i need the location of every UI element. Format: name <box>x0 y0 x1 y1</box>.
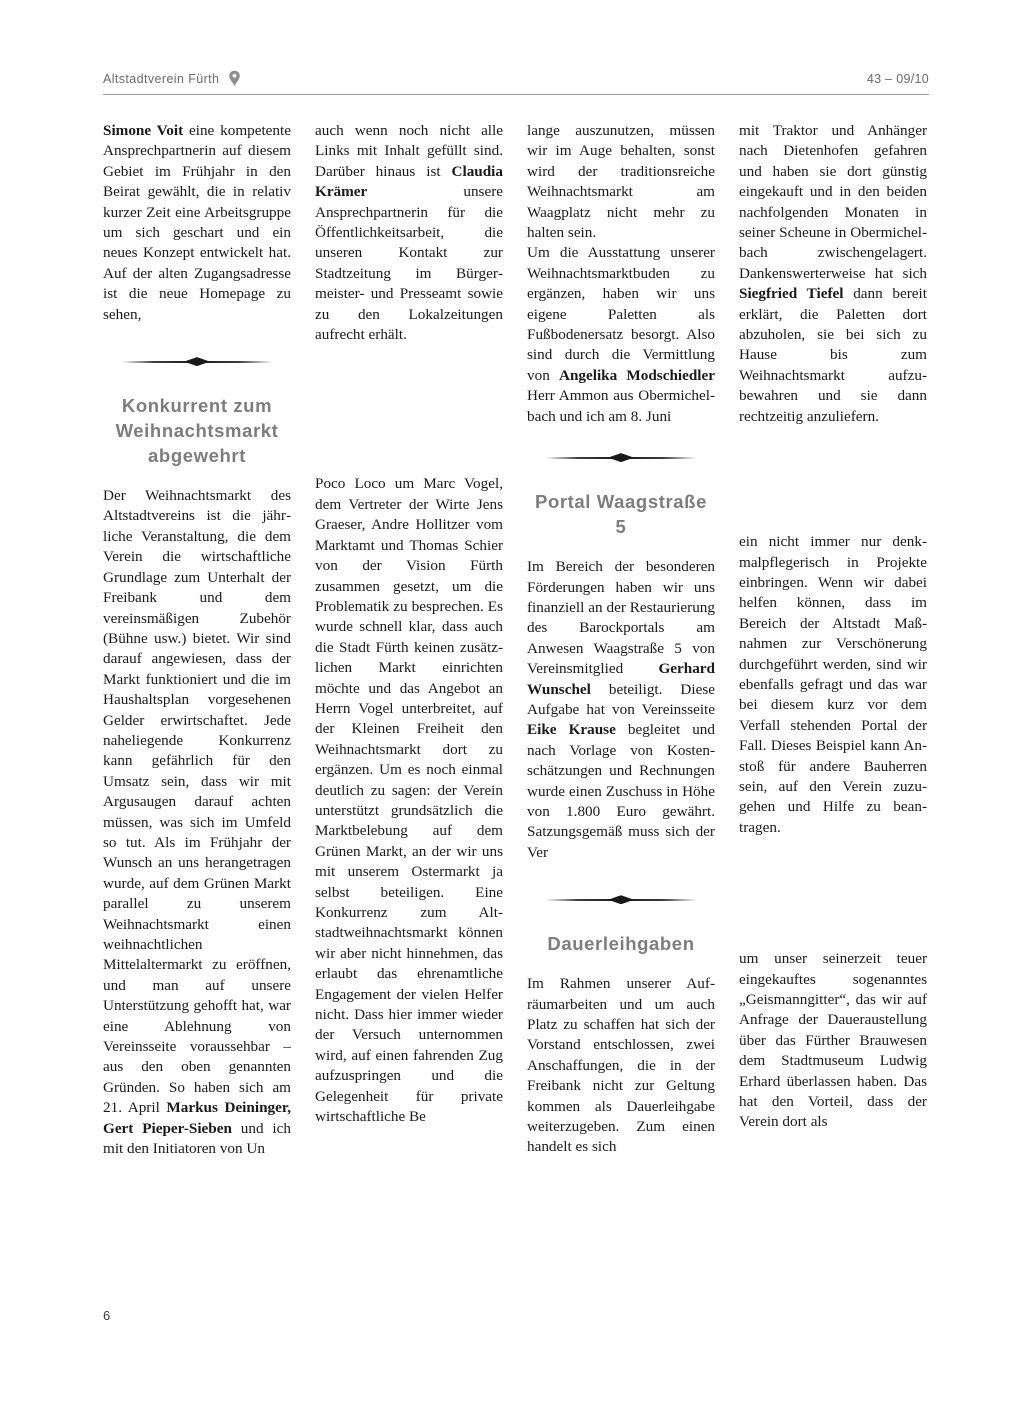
paragraph-intro-col2-b: unsere Ansprechpartnerin für die Öffentlichkeitsarbeit, die unseren Kontakt zur Stadtzeitung im Bürgermeister- und Presseamt sowie zu den Lokalzeitungen aufrecht erhält. <box>315 183 503 344</box>
altstadtverein-logo-icon <box>228 70 241 87</box>
paragraph-intro-col1 <box>103 121 291 325</box>
paragraph-portal-col3 <box>527 557 715 863</box>
paragraph-paletten-col3-a: Um die Ausstattung unserer Weihnachtsmarktbuden zu ergänzen, haben wir uns eigene Paletten als Fußbodenersatz besorgt. Also sind durch die Vermittlung von <box>527 244 715 384</box>
names-deininger-pieper: Markus Deininger, Gert Pieper-Sieben <box>103 1099 291 1137</box>
running-header-issue: 43 – 09/10 <box>866 71 929 86</box>
paragraph-weihnachtsmarkt-col1 <box>103 486 291 1159</box>
paragraph-paletten-col4-b: dann bereit erklärt, die Paletten dort abzuholen, sie bei sich zu Hause bis zum Weihnachtsmarkt aufzubewahren und sie dann rechtzeitig anzuliefern. <box>739 285 927 425</box>
ornament-divider-1 <box>121 355 273 369</box>
paragraph-dauerleihgaben-col3: Im Rahmen unserer Aufräumarbeiten und um auch Platz zu schaffen hat sich der Vorstand entschlossen, zwei Anschaffungen, die in der Freibank nicht zur Geltung kommen als Dauerleihgabe weiterzugeben. Zum einen handelt es sich <box>527 975 715 1156</box>
page-content <box>103 70 929 1159</box>
page-number: 6 <box>103 1308 111 1323</box>
paragraph-portal-col3-a: Im Bereich der besonderen Förderungen haben wir uns finanziell an der Restaurierung des Barockportals am Anwesen Waagstraße 5 von Vereinsmitglied <box>527 558 715 678</box>
paragraph-portal-col3-b: beteiligt. Diese Aufgabe hat von Vereinsseite <box>527 680 715 718</box>
paragraph-intro-col1-text: eine kompetente Ansprechpartnerin auf diesem Gebiet im Frühjahr in den Beirat gewählt, die in relativ kurzer Zeit eine Arbeitsgruppe um sich geschart und ein neues Konzept entwickelt hat. Auf der alten Zugangsadresse ist die neue Homepage zu sehen, <box>103 122 291 323</box>
name-angelika-modschiedler: Angelika Modschiedler <box>558 366 715 384</box>
column-4 <box>739 121 927 1159</box>
name-simone-voit: Simone Voit <box>103 122 184 139</box>
paragraph-paletten-col3-b: Herr Ammon aus Obermichelbach und ich am 8. Juni <box>527 387 715 425</box>
section-heading-portal: Portal Waagstraße 5 <box>535 491 707 538</box>
section-heading-weihnachtsmarkt: Konkurrent zum Weihnachtsmarkt abgewehrt <box>115 395 279 467</box>
paragraph-intro-col2 <box>315 121 503 345</box>
name-claudia-kraemer: Claudia Krämer <box>315 162 503 201</box>
article-columns <box>103 121 929 1159</box>
column-3 <box>527 121 715 1159</box>
running-header-title: Altstadtverein Fürth <box>103 71 220 86</box>
paragraph-paletten-col4-a: mit Traktor und Anhänger nach Dietenhofen gefahren und haben sie dort günstig eingekauft und in den beiden nachfolgenden Monaten in seiner Scheune in Obermichelbach zwischengelagert. Dankenswerterweise hat sich <box>739 122 927 282</box>
paragraph-portal-col4: ein nicht immer nur denkmalpflegerisch in Projekte einbringen. Wenn wir dabei helfen können, dass im Bereich der Altstadt Maßnahmen zur Verschönerung durchgeführt werden, sind wir ebenfalls gefragt und das war bei diesem kurz vor dem Verfall stehenden Portal der Fall. Dieses Beispiel kann Anstoß für andere Bauherren sein, auf den Verein zuzugehen und Hilfe zu beantragen. <box>739 533 927 836</box>
column-1 <box>103 121 291 1159</box>
name-gerhard-wunschel: Gerhard Wunschel <box>527 660 715 698</box>
paragraph-weihnachtsmarkt-col2: Poco Loco um Marc Vogel, dem Vertreter der Wirte Jens Graeser, Andre Hollitzer vom Marktamt und Thomas Schier von der Vision Fürth zusammen gesetzt, um die Problematik zu besprechen. Es wurde schnell klar, dass auch die Stadt Fürth keinen zusätzlichen Markt einrichten möchte und das Angebot an Herrn Vogel unterbreitet, auf der Kleinen Freiheit den Weihnachtsmarkt dort zu ergänzen. Um es noch einmal deutlich zu sagen: der Verein unterstützt grundsätzlich die Marktbelebung auf dem Grünen Markt, an der wir uns mit unserem Ostermarkt ja selbst beteiligen. Eine Konkurrenz zum Altstadtweihnachtsmarkt können wir aber nicht hinnehmen, das erlaubt das ehrenamtliche Engagement der vielen Helfer nicht. Dass hier immer wieder der Versuch unternommen wird, auf einen fahrenden Zug aufzuspringen und die Gelegenheit für private wirtschaftliche Be <box>315 475 503 1126</box>
column-2 <box>315 121 503 1159</box>
paragraph-portal-col3-c: begleitet und nach Vorlage von Kostenschätzungen und Rechnungen wurde einen Zuschuss in Höhe von 1.800 Euro gewährt. Satzungsgemäß muss sich der Ver <box>527 721 715 861</box>
paragraph-weihnachtsmarkt-col1-tail: und ich mit den Initiatoren von Un <box>103 1119 291 1158</box>
running-header <box>103 70 929 95</box>
paragraph-paletten-col3 <box>527 243 715 427</box>
paragraph-weihnachtsmarkt-col1-text: Der Weihnachtsmarkt des Altstadtvereins ist die jährliche Veranstaltung, die dem Verein die wirtschaftliche Grundlage zum Unterhalt der Freibank und dem vereinsmäßigen Zubehör (Bühne usw.) bietet. Wir sind darauf angewiesen, dass der Markt funktioniert und die im Haushaltsplan vorgesehenen Gelder erwirtschaftet. Jede naheliegende Konkurrenz kann gefährlich für den Umsatz sein, dass wir mit Argusaugen darauf achten müssen, was sich im Umfeld so tut. Als im Frühjahr der Wunsch an uns herangetragen wurde, auf dem Grünen Markt parallel zu unserem Weihnachtsmarkt einen weihnachtlichen Mittelaltermarkt zu eröffnen, und man auf unsere Unterstützung gehofft hat, war eine Ablehnung von Vereinsseite voraussehbar – aus den oben genannten Gründen. So haben sich am 21. April <box>103 487 291 1117</box>
ornament-divider-3 <box>545 893 697 907</box>
section-heading-dauerleihgaben: Dauerleihgaben <box>547 933 695 955</box>
paragraph-intro-col2-a: auch wenn noch nicht alle Links mit Inhalt gefüllt sind. Darüber hinaus ist <box>315 122 503 180</box>
ornament-divider-2 <box>545 451 697 465</box>
paragraph-weihnachtsmarkt-col3-a: lange auszunutzen, müssen wir im Auge behalten, sonst wird der traditionsreiche Weihnachtsmarkt am Waagplatz nicht mehr zu halten sein. <box>527 122 715 242</box>
name-eike-krause: Eike Krause <box>527 721 616 739</box>
paragraph-dauerleihgaben-col4: um unser seinerzeit teuer eingekauftes sogenanntes „Geismanngitter“, das wir auf Anfrage der Daueraustellung über das Fürther Brauwesen dem Stadtmuseum Ludwig Erhard überlassen haben. Das hat den Vorteil, dass der Verein dort als <box>739 950 927 1131</box>
running-header-left <box>103 70 241 87</box>
name-siegfried-tiefel: Siegfried Tiefel <box>739 285 844 303</box>
paragraph-paletten-col4 <box>739 121 927 427</box>
